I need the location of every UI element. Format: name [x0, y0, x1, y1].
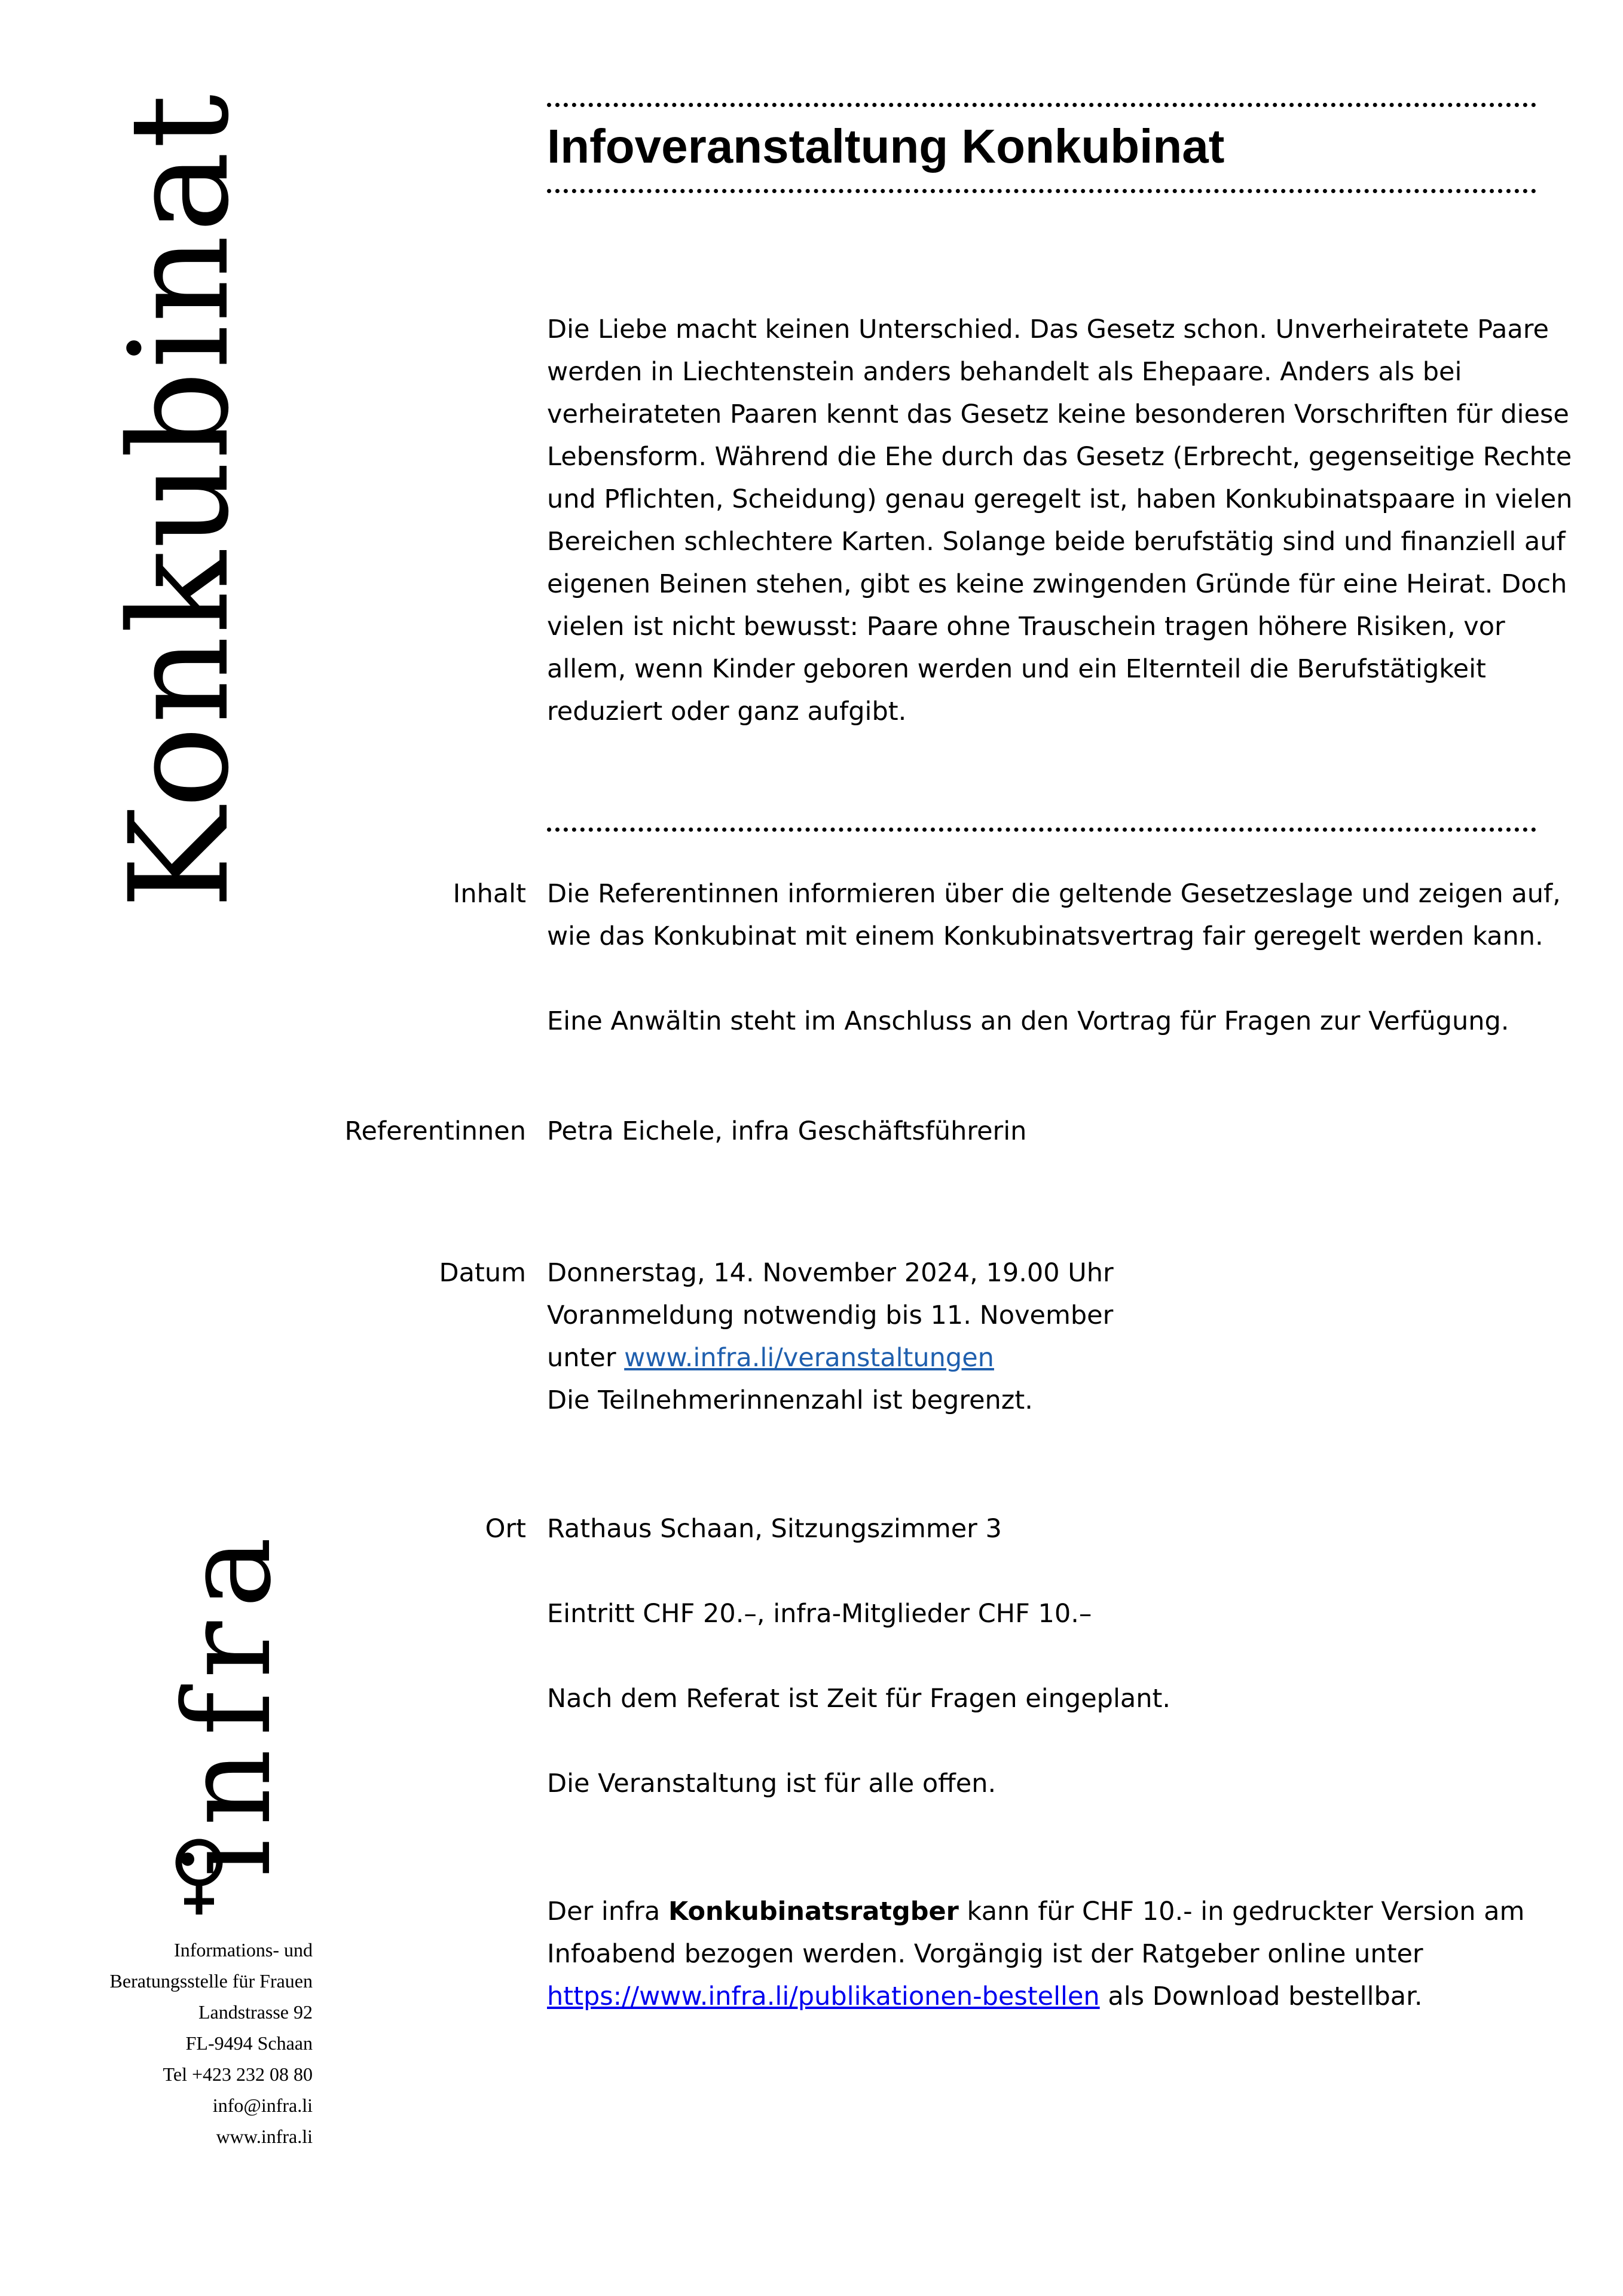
datum-link-prefix: unter	[547, 1343, 625, 1373]
ratgeber-line	[547, 1891, 1539, 1933]
ort-label: Ort	[485, 1514, 526, 1544]
datum-link-line	[547, 1337, 1539, 1379]
intro-line: Die Liebe macht keinen Unterschied. Das Gesetz schon. Unverheiratete Paare	[547, 315, 1549, 344]
inhalt-label: Inhalt	[453, 879, 526, 909]
intro-line: und Pflichten, Scheidung) genau geregelt ist, haben Konkubinatspaare in vielen	[547, 484, 1573, 514]
page-title: Infoveranstaltung Konkubinat	[547, 120, 1225, 173]
venus-symbol-icon	[154, 1830, 244, 1919]
inhalt-line: Die Referentinnen informieren über die geltende Gesetzeslage und zeigen auf,	[547, 879, 1561, 909]
inhalt-note: Eine Anwältin steht im Anschluss an den Vortrag für Fragen zur Verfügung.	[547, 1006, 1509, 1036]
datum-section	[547, 1252, 1539, 1422]
section-dotted-rule	[547, 828, 1536, 832]
contact-line: Beratungsstelle für Frauen	[109, 1970, 313, 1992]
contact-phone: Tel +423 232 08 80	[163, 2063, 313, 2085]
datum-date: Donnerstag, 14. November 2024, 19.00 Uhr	[547, 1258, 1114, 1288]
ratgeber-line: Infoabend bezogen werden. Vorgängig ist der Ratgeber online unter	[547, 1939, 1423, 1969]
veranstaltungen-link[interactable]: www.infra.li/veranstaltungen	[624, 1343, 994, 1373]
referentinnen-label: Referentinnen	[344, 1116, 526, 1146]
ratgeber-prefix: Der infra	[547, 1897, 668, 1926]
intro-line: allem, wenn Kinder geboren werden und ein Elternteil die Berufstätigkeit	[547, 654, 1486, 684]
intro-line: werden in Liechtenstein anders behandelt als Ehepaare. Anders als bei	[547, 357, 1462, 387]
ratgeber-title: Konkubinatsratgber	[668, 1897, 959, 1926]
intro-paragraph	[547, 309, 1573, 733]
ratgeber-paragraph	[547, 1891, 1539, 2018]
intro-line: eigenen Beinen stehen, gibt es keine zwingenden Gründe für eine Heirat. Doch	[547, 569, 1567, 599]
ratgeber-suffix: kann für CHF 10.- in gedruckter Version am	[958, 1897, 1525, 1926]
contact-address: Landstrasse 92	[198, 2001, 313, 2023]
contact-line: Informations- und	[174, 1939, 313, 1961]
intro-line: Bereichen schlechtere Karten. Solange beide berufstätig sind und finanziell auf	[547, 527, 1566, 557]
intro-line: Lebensform. Während die Ehe durch das Gesetz (Erbrecht, gegenseitige Rechte	[547, 442, 1572, 472]
ratgeber-link-suffix: als Download bestellbar.	[1099, 1981, 1423, 2011]
inhalt-line: wie das Konkubinat mit einem Konkubinatsvertrag fair geregelt werden kann.	[547, 921, 1543, 951]
side-title: Konkubinat	[100, 91, 259, 909]
contact-email[interactable]: info@infra.li	[212, 2095, 313, 2116]
ort-place: Rathaus Schaan, Sitzungszimmer 3	[547, 1514, 1002, 1544]
contact-website[interactable]: www.infra.li	[216, 2126, 313, 2147]
contact-city: FL-9494 Schaan	[185, 2032, 313, 2054]
intro-line: reduziert oder ganz aufgibt.	[547, 697, 907, 726]
ort-price: Eintritt CHF 20.–, infra-Mitglieder CHF 10.–	[547, 1599, 1092, 1629]
contact-block	[62, 1934, 313, 2152]
ort-questions: Nach dem Referat ist Zeit für Fragen eingeplant.	[547, 1684, 1171, 1714]
intro-line: verheirateten Paaren kennt das Gesetz keine besonderen Vorschriften für diese	[547, 399, 1569, 429]
publikationen-link[interactable]: https://www.infra.li/publikationen-bestellen	[547, 1981, 1100, 2011]
inhalt-section	[547, 873, 1561, 958]
infra-logo-text: infra	[158, 1523, 298, 1877]
top-dotted-rule	[547, 103, 1536, 107]
heading-dotted-rule	[547, 189, 1536, 193]
ort-open: Die Veranstaltung ist für alle offen.	[547, 1769, 997, 1799]
referentinnen-value: Petra Eichele, infra Geschäftsführerin	[547, 1116, 1027, 1146]
ratgeber-link-line	[547, 1976, 1539, 2018]
datum-label: Datum	[439, 1258, 526, 1288]
datum-registration: Voranmeldung notwendig bis 11. November	[547, 1300, 1114, 1330]
intro-line: vielen ist nicht bewusst: Paare ohne Trauschein tragen höhere Risiken, vor	[547, 612, 1505, 642]
datum-limit: Die Teilnehmerinnenzahl ist begrenzt.	[547, 1385, 1033, 1415]
